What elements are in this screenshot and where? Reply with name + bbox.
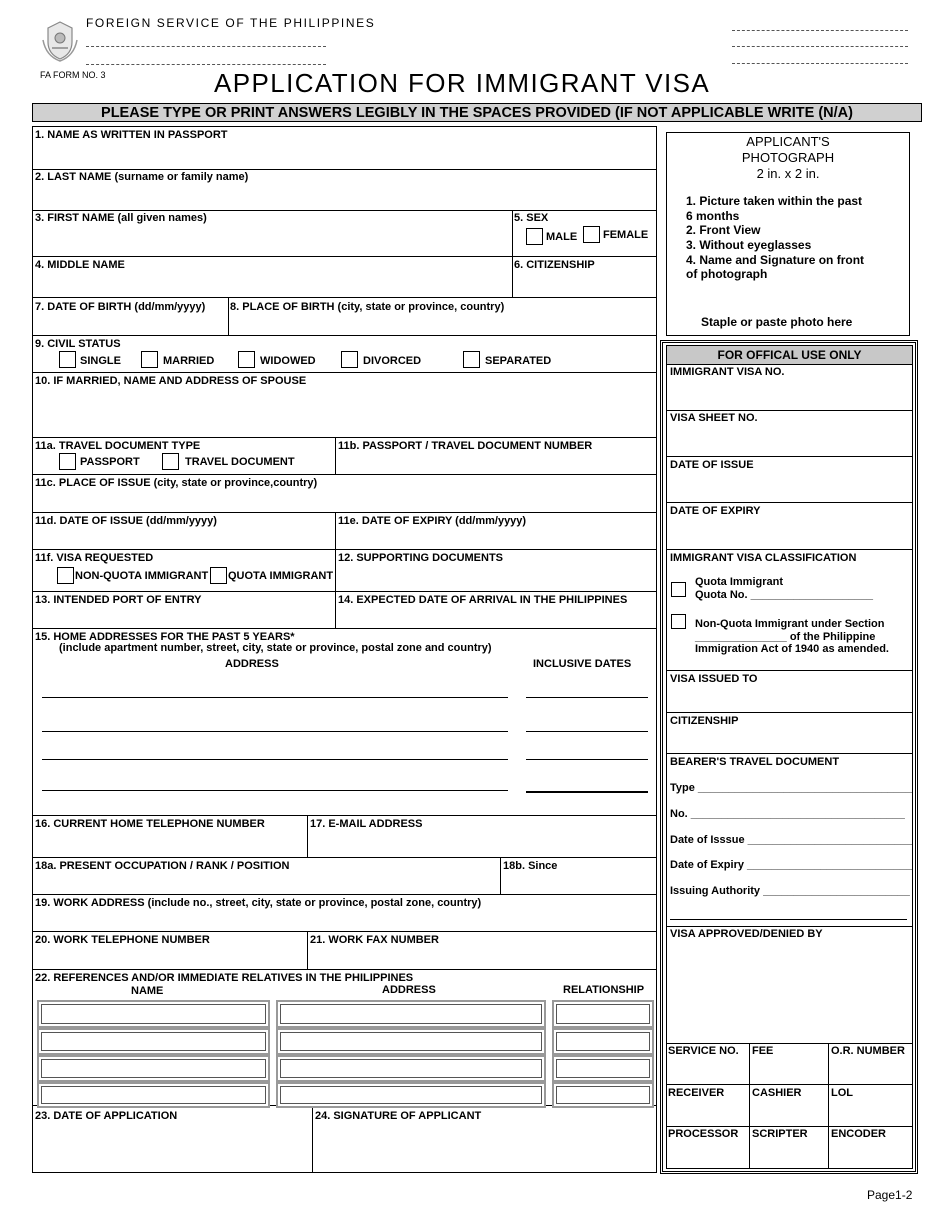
- or-number-label: O.R. NUMBER: [831, 1045, 905, 1057]
- official-citizenship-label: CITIZENSHIP: [670, 715, 739, 727]
- ref-line-2: [732, 46, 908, 47]
- ref-relationship-1[interactable]: [552, 1000, 654, 1028]
- widowed-checkbox[interactable]: [238, 351, 255, 368]
- service-no-label: SERVICE NO.: [668, 1045, 739, 1057]
- lol-label: LOL: [831, 1087, 853, 1099]
- port-of-entry-label: 13. INTENDED PORT OF ENTRY: [35, 594, 202, 606]
- official-nonquota-line1: Non-Quota Immigrant under Section: [695, 618, 885, 630]
- non-quota-checkbox[interactable]: [57, 567, 74, 584]
- bearer-issuing-authority: Issuing Authority ________________________: [670, 885, 910, 897]
- official-use-header: [667, 346, 912, 365]
- official-nonquota-checkbox[interactable]: [671, 614, 686, 629]
- date-of-issue-label: 11d. DATE OF ISSUE (dd/mm/yyyy): [35, 515, 217, 527]
- photo-staple-note: Staple or paste photo here: [701, 315, 853, 329]
- citizenship-label: 6. CITIZENSHIP: [514, 259, 595, 271]
- ref-line-3: [732, 63, 908, 64]
- email-label: 17. E-MAIL ADDRESS: [310, 818, 423, 830]
- address-line-2[interactable]: [42, 731, 508, 732]
- travel-document-label: TRAVEL DOCUMENT: [185, 456, 295, 468]
- agency-line-1: [86, 46, 326, 47]
- passport-number-label: 11b. PASSPORT / TRAVEL DOCUMENT NUMBER: [338, 440, 593, 452]
- separated-checkbox[interactable]: [463, 351, 480, 368]
- work-fax-label: 21. WORK FAX NUMBER: [310, 934, 439, 946]
- form-number: FA FORM NO. 3: [40, 70, 106, 80]
- bearer-no: No. ___________________________________: [670, 808, 905, 820]
- photo-req-1b: 6 months: [686, 209, 740, 223]
- civil-status-label: 9. CIVIL STATUS: [35, 338, 121, 350]
- ref-relationship-4[interactable]: [552, 1082, 654, 1108]
- official-quota-no: Quota No. ____________________: [695, 589, 873, 601]
- single-checkbox[interactable]: [59, 351, 76, 368]
- ref-address-1[interactable]: [276, 1000, 546, 1028]
- last-name-label: 2. LAST NAME (surname or family name): [35, 171, 249, 183]
- divorced-label: DIVORCED: [363, 355, 422, 367]
- travel-document-checkbox[interactable]: [162, 453, 179, 470]
- quota-label: QUOTA IMMIGRANT: [228, 570, 334, 582]
- instructions-text: PLEASE TYPE OR PRINT ANSWERS LEGIBLY IN THE SPACES PROVIDED (IF NOT APPLICABLE WRITE (N/A): [101, 105, 853, 121]
- married-label: MARRIED: [163, 355, 215, 367]
- non-quota-label: NON-QUOTA IMMIGRANT: [75, 570, 209, 582]
- divorced-checkbox[interactable]: [341, 351, 358, 368]
- ref-name-4[interactable]: [37, 1082, 270, 1108]
- female-label: FEMALE: [603, 229, 649, 241]
- ref-address-2[interactable]: [276, 1028, 546, 1055]
- visa-issued-to-label: VISA ISSUED TO: [670, 673, 758, 685]
- bearer-date-issue: Date of Isssue ___________________________: [670, 834, 913, 846]
- married-checkbox[interactable]: [141, 351, 158, 368]
- dates-line-2[interactable]: [526, 731, 648, 732]
- ref-address-4[interactable]: [276, 1082, 546, 1108]
- official-date-expiry-label: DATE OF EXPIRY: [670, 505, 761, 517]
- ref-name-header: NAME: [131, 985, 164, 997]
- photo-title-1: APPLICANT'S: [746, 134, 830, 149]
- visa-classification-label: IMMIGRANT VISA CLASSIFICATION: [670, 552, 857, 564]
- receiver-label: RECEIVER: [668, 1087, 725, 1099]
- ref-address-header: ADDRESS: [382, 984, 436, 996]
- work-phone-label: 20. WORK TELEPHONE NUMBER: [35, 934, 210, 946]
- references-label: 22. REFERENCES AND/OR IMMEDIATE RELATIVES IN THE PHILIPPINES: [35, 972, 414, 984]
- photo-req-4b: of photograph: [686, 267, 768, 281]
- official-nonquota-line3: Immigration Act of 1940 as amended.: [695, 643, 889, 655]
- scripter-label: SCRIPTER: [752, 1128, 808, 1140]
- occupation-since-label: 18b. Since: [503, 860, 558, 872]
- dates-line-4[interactable]: [526, 791, 648, 793]
- home-phone-label: 16. CURRENT HOME TELEPHONE NUMBER: [35, 818, 265, 830]
- sex-label: 5. SEX: [514, 212, 549, 224]
- date-of-expiry-label: 11e. DATE OF EXPIRY (dd/mm/yyyy): [338, 515, 527, 527]
- official-quota-label: Quota Immigrant: [695, 576, 784, 588]
- photo-title-2: PHOTOGRAPH: [741, 150, 835, 165]
- official-nonquota-line2: _______________ of the Philippine: [695, 631, 876, 643]
- quota-checkbox[interactable]: [210, 567, 227, 584]
- place-of-issue-label: 11c. PLACE OF ISSUE (city, state or province,country): [35, 477, 318, 489]
- encoder-label: ENCODER: [831, 1128, 887, 1140]
- bearer-extra-line: [670, 919, 907, 920]
- name-as-passport-label: 1. NAME AS WRITTEN IN PASSPORT: [35, 129, 228, 141]
- processor-label: PROCESSOR: [668, 1128, 739, 1140]
- address-line-1[interactable]: [42, 697, 508, 698]
- photo-size: 2 in. x 2 in.: [756, 166, 820, 181]
- bearer-date-expiry: Date of Expiry ___________________________: [670, 859, 913, 871]
- ref-name-1[interactable]: [37, 1000, 270, 1028]
- occupation-label: 18a. PRESENT OCCUPATION / RANK / POSITION: [35, 860, 290, 872]
- form-title: APPLICATION FOR IMMIGRANT VISA: [214, 68, 711, 98]
- photo-req-3: 3. Without eyeglasses: [686, 238, 812, 252]
- passport-label: PASSPORT: [80, 456, 140, 468]
- place-of-birth-label: 8. PLACE OF BIRTH (city, state or province, country): [230, 301, 505, 313]
- home-addresses-note: (include apartment number, street, city, state or province, postal zone and country): [59, 642, 492, 654]
- first-name-label: 3. FIRST NAME (all given names): [35, 212, 207, 224]
- visa-requested-label: 11f. VISA REQUESTED: [35, 552, 154, 564]
- photo-req-2: 2. Front View: [686, 223, 761, 237]
- date-of-application-label: 23. DATE OF APPLICATION: [35, 1110, 178, 1122]
- address-line-3[interactable]: [42, 759, 508, 760]
- travel-doc-type-label: 11a. TRAVEL DOCUMENT TYPE: [35, 440, 201, 452]
- work-address-label: 19. WORK ADDRESS (include no., street, city, state or province, postal zone, country): [35, 897, 482, 909]
- ref-relationship-header: RELATIONSHIP: [563, 984, 645, 996]
- photo-req-4: 4. Name and Signature on front: [686, 253, 865, 267]
- bearer-doc-label: BEARER'S TRAVEL DOCUMENT: [670, 756, 840, 768]
- official-quota-checkbox[interactable]: [671, 582, 686, 597]
- page-number: Page1-2: [867, 1188, 913, 1202]
- visa-number-label: IMMIGRANT VISA NO.: [670, 366, 785, 378]
- ref-relationship-2[interactable]: [552, 1028, 654, 1055]
- middle-name-label: 4. MIDDLE NAME: [35, 259, 125, 271]
- arrival-date-label: 14. EXPECTED DATE OF ARRIVAL IN THE PHILIPPINES: [338, 594, 628, 606]
- visa-approved-label: VISA APPROVED/DENIED BY: [670, 928, 823, 940]
- male-label: MALE: [546, 231, 578, 243]
- ref-address-3[interactable]: [276, 1055, 546, 1082]
- signature-label: 24. SIGNATURE OF APPLICANT: [315, 1110, 482, 1122]
- single-label: SINGLE: [80, 355, 121, 367]
- separated-label: SEPARATED: [485, 355, 552, 367]
- ref-line-1: [732, 30, 908, 31]
- female-checkbox[interactable]: [583, 226, 600, 243]
- address-line-4[interactable]: [42, 790, 508, 791]
- dates-line-1[interactable]: [526, 697, 648, 698]
- agency-line-2: [86, 64, 326, 65]
- fee-label: FEE: [752, 1045, 774, 1057]
- official-use-title: FOR OFFICAL USE ONLY: [717, 348, 862, 362]
- photo-req-1: 1. Picture taken within the past: [686, 194, 863, 208]
- ref-name-2[interactable]: [37, 1028, 270, 1055]
- ref-relationship-3[interactable]: [552, 1055, 654, 1082]
- widowed-label: WIDOWED: [260, 355, 316, 367]
- date-of-birth-label: 7. DATE OF BIRTH (dd/mm/yyyy): [35, 301, 206, 313]
- supporting-documents-label: 12. SUPPORTING DOCUMENTS: [338, 552, 504, 564]
- passport-checkbox[interactable]: [59, 453, 76, 470]
- agency-name: FOREIGN SERVICE OF THE PHILIPPINES: [86, 16, 376, 30]
- male-checkbox[interactable]: [526, 228, 543, 245]
- home-addresses-label: 15. HOME ADDRESSES FOR THE PAST 5 YEARS*: [35, 631, 295, 643]
- cashier-label: CASHIER: [752, 1087, 802, 1099]
- official-date-issue-label: DATE OF ISSUE: [670, 459, 754, 471]
- bearer-type: Type ___________________________________: [670, 782, 913, 794]
- visa-sheet-label: VISA SHEET NO.: [670, 412, 758, 424]
- address-column-header: ADDRESS: [225, 658, 279, 670]
- dates-line-3[interactable]: [526, 759, 648, 760]
- inclusive-dates-header: INCLUSIVE DATES: [533, 658, 632, 670]
- philippine-seal-icon: [40, 18, 80, 62]
- ref-name-3[interactable]: [37, 1055, 270, 1082]
- spouse-label: 10. IF MARRIED, NAME AND ADDRESS OF SPOUSE: [35, 375, 307, 387]
- instructions-banner: [32, 103, 922, 122]
